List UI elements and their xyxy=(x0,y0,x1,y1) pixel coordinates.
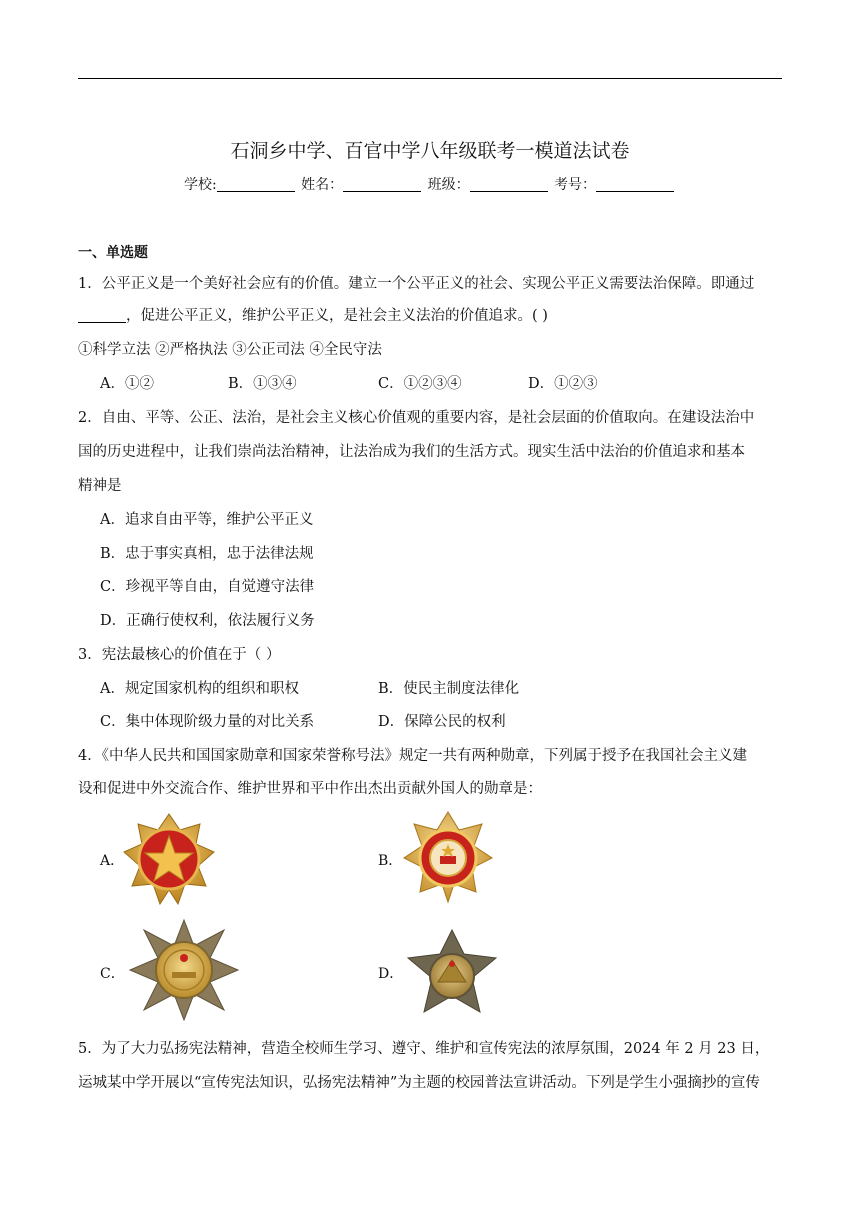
exam-title: 石洞乡中学、百官中学八年级联考一模道法试卷 xyxy=(230,140,630,162)
q3-option-b: B．使民主制度法律化 xyxy=(378,681,520,697)
class-label: 班级： xyxy=(427,177,470,193)
school-label: 学校: xyxy=(183,177,217,193)
student-info-row xyxy=(0,174,860,194)
q5-stem-line2: 运城某中学开展以“宣传宪法知识，弘扬宪法精神”为主题的校园普法宣讲活动。下列是学生小强摘抄的宣传 xyxy=(78,1075,760,1091)
q4-option-a-label: A． xyxy=(100,853,125,869)
q2-option-b: B．忠于事实真相，忠于法律法规 xyxy=(100,546,314,562)
medal-a-image xyxy=(122,812,216,906)
school-blank xyxy=(217,177,295,192)
medal-d-image xyxy=(404,928,500,1016)
q5-stem-line1: 5．为了大力弘扬宪法精神，营造全校师生学习、遵守、维护和宣传宪法的浓厚氛围，2024 年 2 月 23 日， xyxy=(78,1041,770,1057)
exam-no-blank xyxy=(596,177,674,192)
header-rule xyxy=(78,78,782,79)
q4-stem-line2: 设和促进中外交流合作、维护世界和平中作出杰出贡献外国人的勋章是： xyxy=(78,781,542,797)
q2-option-d: D．正确行使权利，依法履行义务 xyxy=(100,613,315,629)
q3-option-a: A．规定国家机构的组织和职权 xyxy=(100,681,299,697)
q1-option-d: D．①②③ xyxy=(528,376,598,392)
q4-stem-line1: 4．《中华人民共和国国家勋章和国家荣誉称号法》规定一共有两种勋章，下列属于授予在我国社会主义建 xyxy=(78,748,747,764)
medal-c-image xyxy=(128,918,240,1022)
q1-blank xyxy=(78,308,126,323)
exam-no-label: 考号： xyxy=(554,177,597,193)
class-blank xyxy=(470,177,548,192)
q4-option-b-label: B． xyxy=(378,853,403,869)
q1-option-c: C．①②③④ xyxy=(378,376,462,392)
q4-option-c-label: C． xyxy=(100,966,125,982)
name-label: 姓名： xyxy=(301,177,344,193)
q2-option-c: C．珍视平等自由，自觉遵守法律 xyxy=(100,579,315,595)
section-title: 一、单选题 xyxy=(78,245,148,261)
q1-option-a: A．①② xyxy=(100,376,154,392)
q1-stem-line2-text: ，促进公平正义，维护公平正义，是社会主义法治的价值追求。( ) xyxy=(126,308,548,324)
q1-stem-line1: 1．公平正义是一个美好社会应有的价值。建立一个公平正义的社会、实现公平正义需要法治保障。即通过 xyxy=(78,276,755,292)
q1-option-b: B．①③④ xyxy=(228,376,297,392)
q2-stem-line1: 2．自由、平等、公正、法治，是社会主义核心价值观的重要内容，是社会层面的价值取向。在建设法治中 xyxy=(78,410,755,426)
q1-items: ①科学立法 ②严格执法 ③公正司法 ④全民守法 xyxy=(78,342,382,358)
q2-stem-line2: 国的历史进程中，让我们崇尚法治精神，让法治成为我们的生活方式。现实生活中法治的价值追求和基本 xyxy=(78,444,745,460)
medal-b-image xyxy=(402,810,494,904)
q3-option-d: D．保障公民的权利 xyxy=(378,714,506,730)
q4-option-d-label: D． xyxy=(378,966,404,982)
name-blank xyxy=(343,177,421,192)
q2-option-a: A．追求自由平等，维护公平正义 xyxy=(100,512,314,528)
q3-stem: 3．宪法最核心的价值在于（ ） xyxy=(78,647,281,663)
q2-stem-line3: 精神是 xyxy=(78,478,122,494)
q3-option-c: C．集中体现阶级力量的对比关系 xyxy=(100,714,315,730)
q1-stem-line2 xyxy=(78,304,548,325)
